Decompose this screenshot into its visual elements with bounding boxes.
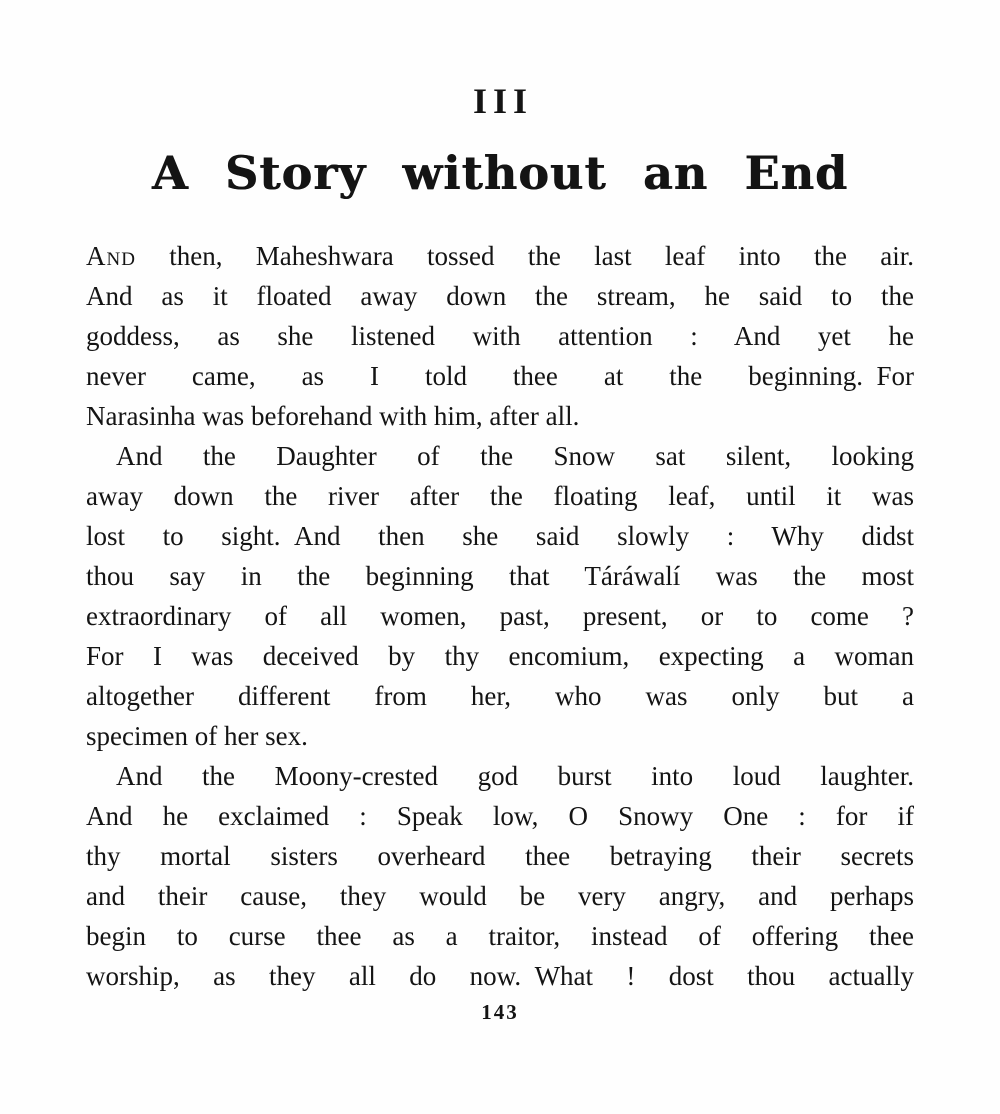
text-line: away down the river after the floating leaf, until it was	[86, 481, 914, 511]
text-line: lost to sight. And then she said slowly : Why didst	[86, 521, 914, 551]
text-line: And the Daughter of the Snow sat silent, looking	[116, 441, 914, 471]
body-text	[86, 236, 914, 996]
text-line: begin to curse thee as a traitor, instead of offering thee	[86, 921, 914, 951]
text-line: and their cause, they would be very angry, and perhaps	[86, 881, 914, 911]
text-line: And as it floated away down the stream, he said to the	[86, 281, 914, 311]
text-line: worship, as they all do now. What ! dost thou actually	[86, 961, 914, 991]
text-line: extraordinary of all women, past, present, or to come ?	[86, 601, 914, 631]
text-line: goddess, as she listened with attention : And yet he	[86, 321, 914, 351]
text-line: For I was deceived by thy encomium, expecting a woman	[86, 641, 914, 671]
chapter-title: A Story without an End	[151, 146, 849, 200]
text-line: specimen of her sex.	[86, 721, 308, 751]
page-number: 143	[481, 1000, 519, 1024]
chapter-number: III	[472, 81, 534, 121]
small-caps-word: And	[86, 241, 136, 271]
text-line: And he exclaimed : Speak low, O Snowy One : for if	[86, 801, 914, 831]
text-line: Narasinha was beforehand with him, after all.	[86, 401, 580, 431]
text-line: never came, as I told thee at the beginning. For	[86, 361, 914, 391]
text-line: altogether different from her, who was only but a	[86, 681, 914, 711]
text-line: thy mortal sisters overheard thee betraying their secrets	[86, 841, 914, 871]
text-line: And the Moony-crested god burst into loud laughter.	[116, 761, 914, 791]
text-line: thou say in the beginning that Táráwalí was the most	[86, 561, 914, 591]
text-line: And then, Maheshwara tossed the last leaf into the air.	[86, 241, 914, 271]
